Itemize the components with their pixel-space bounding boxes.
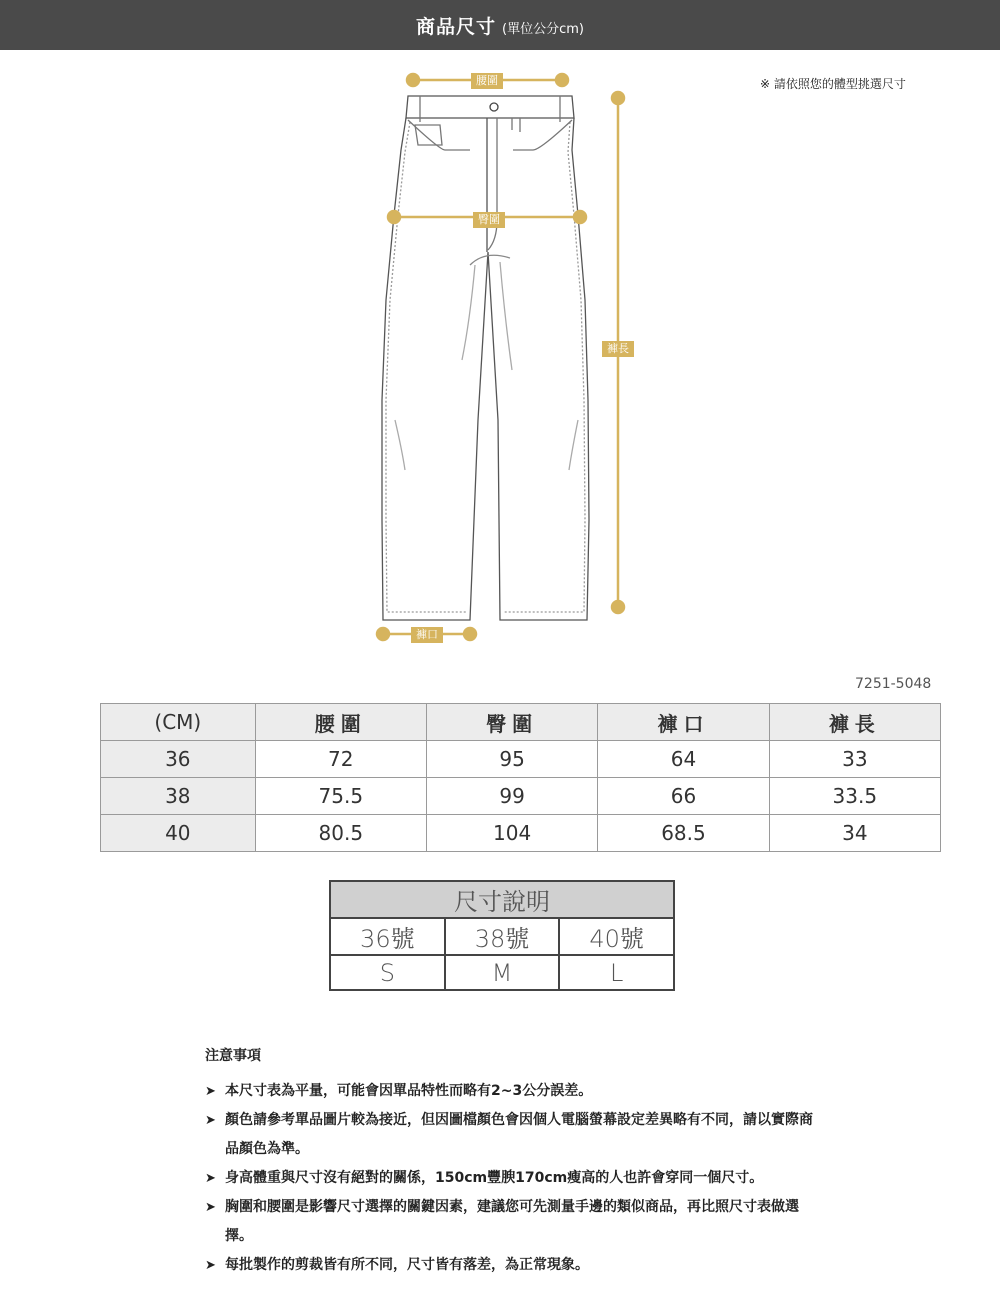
- product-code: 7251-5048: [855, 676, 932, 692]
- value-cell: 95: [426, 741, 597, 778]
- length-label: 褲長: [602, 341, 634, 357]
- legend-letter: M: [445, 955, 560, 990]
- hem-label: 褲口: [411, 627, 443, 643]
- page-header: [0, 0, 1000, 50]
- table-row: [101, 741, 941, 778]
- header-title: 商品尺寸: [416, 15, 497, 38]
- size-selection-note: ※ 請依照您的體型挑選尺寸: [760, 77, 906, 91]
- table-row: [101, 815, 941, 852]
- value-cell: 64: [598, 741, 769, 778]
- size-cell: 38: [101, 778, 256, 815]
- value-cell: 80.5: [255, 815, 426, 852]
- arrow-icon: ➤: [205, 1200, 216, 1215]
- value-cell: 33: [769, 741, 940, 778]
- size-cell: 36: [101, 741, 256, 778]
- note-text: 身高體重與尺寸沒有絕對的關係，150cm豐腴170cm瘦高的人也許會穿同一個尺寸。: [225, 1170, 764, 1186]
- note-text: 顏色請參考單品圖片較為接近，但因圖檔顏色會因個人電腦螢幕設定差異略有不同，請以實際商品顏色為準。: [225, 1112, 813, 1157]
- size-legend-table: [329, 880, 675, 991]
- arrow-icon: ➤: [205, 1258, 216, 1273]
- value-cell: 75.5: [255, 778, 426, 815]
- header-cell: 臀圍: [426, 704, 597, 741]
- legend-size: 36號: [330, 918, 445, 955]
- table-row: [101, 778, 941, 815]
- list-item: [205, 1164, 825, 1193]
- size-table: [100, 703, 941, 852]
- legend-size: 38號: [445, 918, 560, 955]
- note-text: 每批製作的剪裁皆有所不同，尺寸皆有落差，為正常現象。: [225, 1257, 589, 1273]
- table-row: [330, 918, 674, 955]
- list-item: [205, 1251, 825, 1280]
- legend-size: 40號: [559, 918, 674, 955]
- note-text: 本尺寸表為平量，可能會因單品特性而略有2~3公分誤差。: [225, 1083, 593, 1099]
- legend-letter: L: [559, 955, 674, 990]
- size-cell: 40: [101, 815, 256, 852]
- value-cell: 99: [426, 778, 597, 815]
- list-item: [205, 1077, 825, 1106]
- note-text: 胸圍和腰圍是影響尺寸選擇的關鍵因素，建議您可先測量手邊的類似商品，再比照尺寸表做選擇。: [225, 1199, 799, 1244]
- table-row: [330, 955, 674, 990]
- button-icon: [490, 103, 498, 111]
- list-item: [205, 1193, 825, 1251]
- pants-diagram: [0, 50, 1000, 650]
- notes-title: 注意事項: [205, 1048, 261, 1064]
- list-item: [205, 1106, 825, 1164]
- value-cell: 104: [426, 815, 597, 852]
- waist-label: 腰圍: [471, 73, 503, 89]
- value-cell: 34: [769, 815, 940, 852]
- arrow-icon: ➤: [205, 1113, 216, 1128]
- value-cell: 72: [255, 741, 426, 778]
- header-unit: (單位公分cm): [502, 21, 584, 37]
- header-cell: (CM): [101, 704, 256, 741]
- notes-section: [205, 1045, 825, 1280]
- arrow-icon: ➤: [205, 1171, 216, 1186]
- legend-title: 尺寸說明: [330, 881, 674, 918]
- header-cell: 腰圍: [255, 704, 426, 741]
- size-table-header: [101, 704, 941, 741]
- hip-label: 臀圍: [473, 212, 505, 228]
- value-cell: 68.5: [598, 815, 769, 852]
- arrow-icon: ➤: [205, 1084, 216, 1099]
- value-cell: 33.5: [769, 778, 940, 815]
- header-cell: 褲長: [769, 704, 940, 741]
- header-cell: 褲口: [598, 704, 769, 741]
- pants-outline: [382, 96, 589, 620]
- legend-letter: S: [330, 955, 445, 990]
- value-cell: 66: [598, 778, 769, 815]
